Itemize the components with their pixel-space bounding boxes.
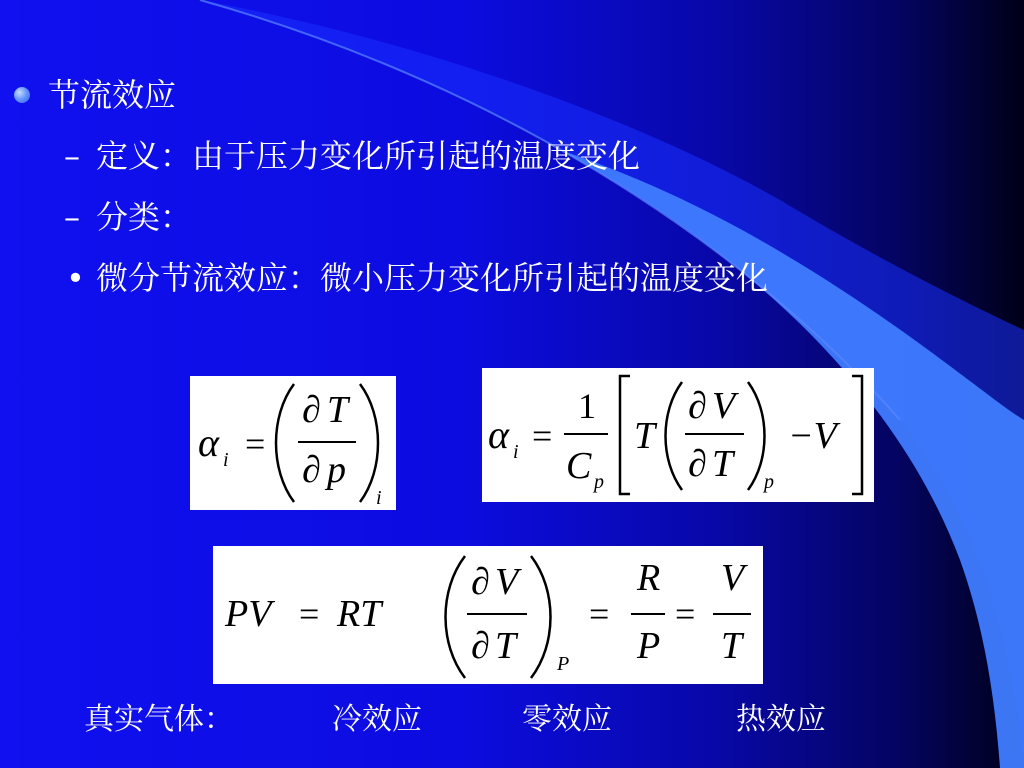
f2-minus-term: −V — [788, 415, 837, 457]
f1-num-var: T — [327, 389, 349, 431]
f2-frac-den-sub: p — [594, 471, 604, 493]
bullet-text-4: 微分节流效应：微小压力变化所引起的温度变化 — [96, 259, 769, 297]
bullet-text-3: 分类： — [96, 198, 193, 236]
f1-den-partial: ∂ — [302, 449, 321, 491]
bullet-dot-icon — [14, 87, 30, 103]
bullet-text-2: 定义：由于压力变化所引起的温度变化 — [96, 137, 641, 175]
f1-left-paren — [276, 384, 294, 502]
hot-effect-label: 热效应 — [736, 702, 826, 737]
f3-v-den: T — [721, 625, 743, 667]
f2-num-var: V — [712, 385, 736, 427]
zero-effect-label: 零效应 — [522, 702, 612, 737]
f1-const-sub: i — [376, 487, 382, 509]
f1-alpha-sub: i — [223, 449, 229, 471]
bullet-item-2 — [64, 136, 641, 176]
f3-equals-2: = — [589, 594, 610, 634]
f3-ideal-lhs: PV — [225, 593, 272, 635]
f2-inner-T: T — [634, 415, 656, 457]
f3-v-num: V — [721, 557, 745, 599]
bullet-item-3 — [64, 197, 193, 237]
f3-equals-3: = — [675, 594, 696, 634]
f3-equals: = — [299, 594, 320, 634]
f1-right-paren — [360, 384, 378, 502]
f2-den-var: T — [712, 443, 734, 485]
f2-frac-num: 1 — [578, 386, 596, 426]
f1-den-var: p — [327, 449, 346, 491]
f3-num-var: V — [495, 561, 519, 603]
dash-marker: – — [64, 137, 80, 175]
f2-right-paren — [748, 382, 765, 490]
f2-equals: = — [532, 416, 553, 456]
dash-marker: – — [64, 198, 80, 236]
f2-const-sub: p — [764, 471, 774, 493]
f1-equals: = — [245, 424, 266, 464]
real-gas-label: 真实气体： — [84, 702, 234, 737]
f3-r-den: P — [637, 625, 661, 667]
cold-effect-label: 冷效应 — [332, 702, 422, 737]
f2-alpha: α — [488, 412, 509, 457]
f3-num-partial: ∂ — [471, 561, 490, 603]
dot-marker: • — [66, 259, 85, 297]
f2-left-bracket — [620, 376, 630, 494]
f3-right-paren — [531, 556, 551, 678]
f2-alpha-sub: i — [513, 441, 519, 463]
formula-ideal-gas — [213, 546, 763, 684]
f3-ideal-rhs: RT — [337, 593, 382, 635]
real-gas-effects-row — [0, 702, 1024, 742]
formula-alpha-cp-expression — [482, 368, 874, 502]
bullet-item-1 — [48, 75, 176, 115]
bullet-text-1: 节流效应 — [48, 76, 177, 114]
f3-left-paren — [446, 556, 466, 678]
f3-den-partial: ∂ — [471, 625, 490, 667]
f2-left-paren — [666, 382, 683, 490]
f2-frac-den: C — [566, 445, 592, 487]
formula-joule-thomson-coefficient — [190, 376, 396, 510]
f2-right-bracket — [852, 376, 862, 494]
f3-r-num: R — [637, 557, 661, 599]
f3-const-sub: P — [557, 653, 570, 675]
f1-alpha: α — [198, 420, 219, 465]
f2-den-partial: ∂ — [688, 443, 707, 485]
bullet-item-4 — [66, 258, 769, 298]
f1-num-partial: ∂ — [302, 389, 321, 431]
f2-num-partial: ∂ — [688, 385, 707, 427]
f3-den-var: T — [495, 625, 517, 667]
